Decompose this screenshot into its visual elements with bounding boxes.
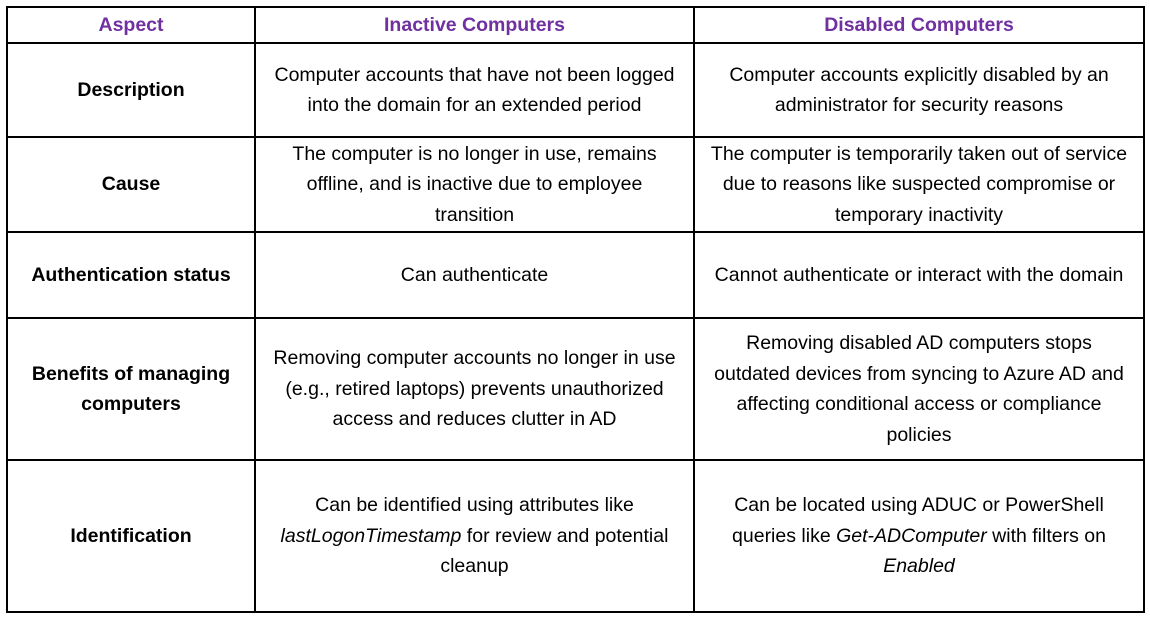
header-row [7,7,1144,43]
disabled-cell [694,460,1144,612]
inactive-cell: Can authenticate [255,232,694,318]
table-row-identification [7,460,1144,612]
comparison-table-wrapper [6,6,1145,613]
inactive-ident-pre: Can be identified using attributes like [315,494,634,517]
disabled-cell: Cannot authenticate or interact with the domain [694,232,1144,318]
aspect-cell: Authentication status [7,232,255,318]
disabled-cell: The computer is temporarily taken out of service due to reasons like suspected compromise or temporary inactivity [694,137,1144,232]
header-aspect: Aspect [7,7,255,43]
header-disabled-computers: Disabled Computers [694,7,1144,43]
table-row-authentication-status [7,232,1144,318]
aspect-cell: Description [7,43,255,137]
inactive-cell: Removing computer accounts no longer in use (e.g., retired laptops) prevents unauthorized access and reduces clutter in AD [255,318,694,460]
header-inactive-computers: Inactive Computers [255,7,694,43]
disabled-ident-pre: Can be located using ADUC or PowerShell queries like [732,494,1104,547]
aspect-cell: Cause [7,137,255,232]
inactive-ident-post: for review and potential cleanup [440,524,669,578]
table-row-description [7,43,1144,137]
aspect-cell: Identification [7,460,255,612]
inactive-cell: Computer accounts that have not been logged into the domain for an extended period [255,43,694,137]
disabled-cell: Removing disabled AD computers stops outdated devices from syncing to Azure AD and affecting conditional access or compliance policies [694,318,1144,460]
aspect-cell: Benefits of managing computers [7,318,255,460]
table-row-benefits [7,318,1144,460]
disabled-ident-mid: with filters on [986,524,1106,547]
disabled-cell: Computer accounts explicitly disabled by an administrator for security reasons [694,43,1144,137]
comparison-table [6,6,1145,613]
inactive-cell: The computer is no longer in use, remains offline, and is inactive due to employee transition [255,137,694,232]
filter-property: Enabled [883,555,955,578]
cmdlet-name: Get-ADComputer [836,524,987,547]
attribute-name: lastLogonTimestamp [280,524,462,547]
inactive-cell [255,460,694,612]
table-row-cause [7,137,1144,232]
